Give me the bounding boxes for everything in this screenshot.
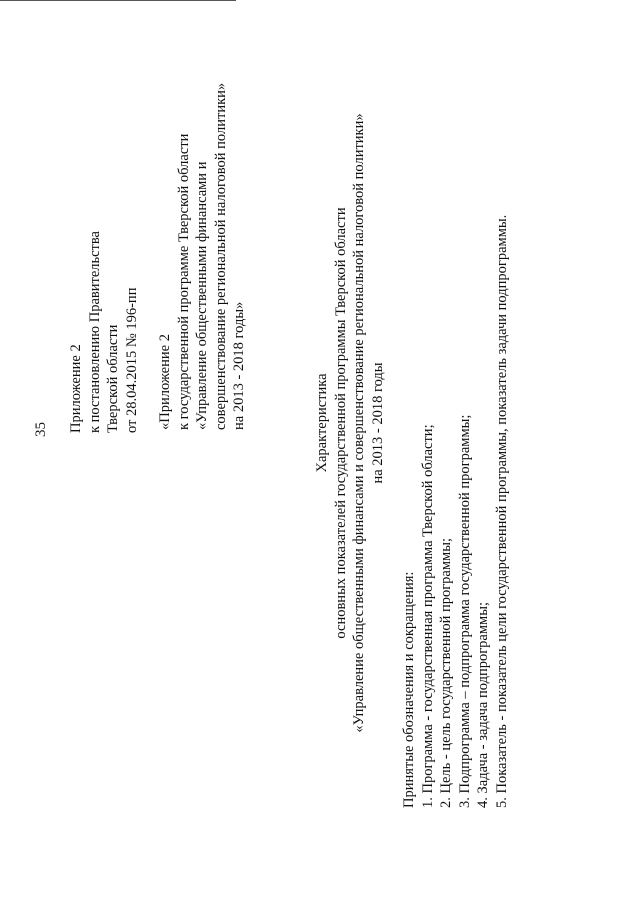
original-appendix-line-3: «Управление общественными финансами и: [194, 161, 210, 430]
legend-item: 5. Показатель - показатель цели государственной программы, показатель задачи подпрограммы.: [493, 214, 510, 808]
page-number-text: 35: [33, 422, 49, 437]
original-appendix-line-4: совершенствование региональной налоговой политики»: [212, 82, 229, 430]
appendix-line-2: к постановлению Правительства: [86, 231, 103, 433]
title-line-4: на 2013 - 2018 годы: [369, 362, 386, 484]
appendix-line-1: Приложение 2: [68, 344, 84, 433]
legend-item: 4. Задача - задача подпрограммы;: [475, 602, 491, 808]
title-line-2: основных показателей государственной программы Тверской области: [332, 207, 349, 639]
original-appendix-line-1: «Приложение 2: [157, 334, 173, 430]
document-title: [313, 83, 387, 763]
appendix-line-4: от 28.04.2015 № 196-пп: [123, 287, 140, 433]
title-line-3: «Управление общественными финансами и совершенствование региональной налоговой политики»: [351, 113, 367, 733]
legend-item: 2. Цель - цель государственной программы;: [438, 538, 454, 808]
appendix-line-3: Тверской области: [105, 324, 121, 433]
legend-heading: Принятые обозначения и сокращения:: [401, 571, 417, 808]
original-appendix-line-5: на 2013 - 2018 годы»: [231, 301, 247, 430]
original-appendix-header: [156, 83, 249, 430]
legend-item: 3. Подпрограмма – подпрограмма государственной программы;: [456, 414, 473, 808]
scan-edge-line: [0, 0, 236, 1]
title-line-1: Характеристика: [314, 373, 330, 473]
appendix-header: [67, 231, 141, 433]
page-number: [32, 422, 51, 437]
original-appendix-line-2: к государственной программе Тверской области: [175, 133, 192, 430]
legend-item: 1. Программа - государственная программа Тверской области;: [419, 424, 436, 808]
abbreviations-legend: [400, 215, 511, 808]
